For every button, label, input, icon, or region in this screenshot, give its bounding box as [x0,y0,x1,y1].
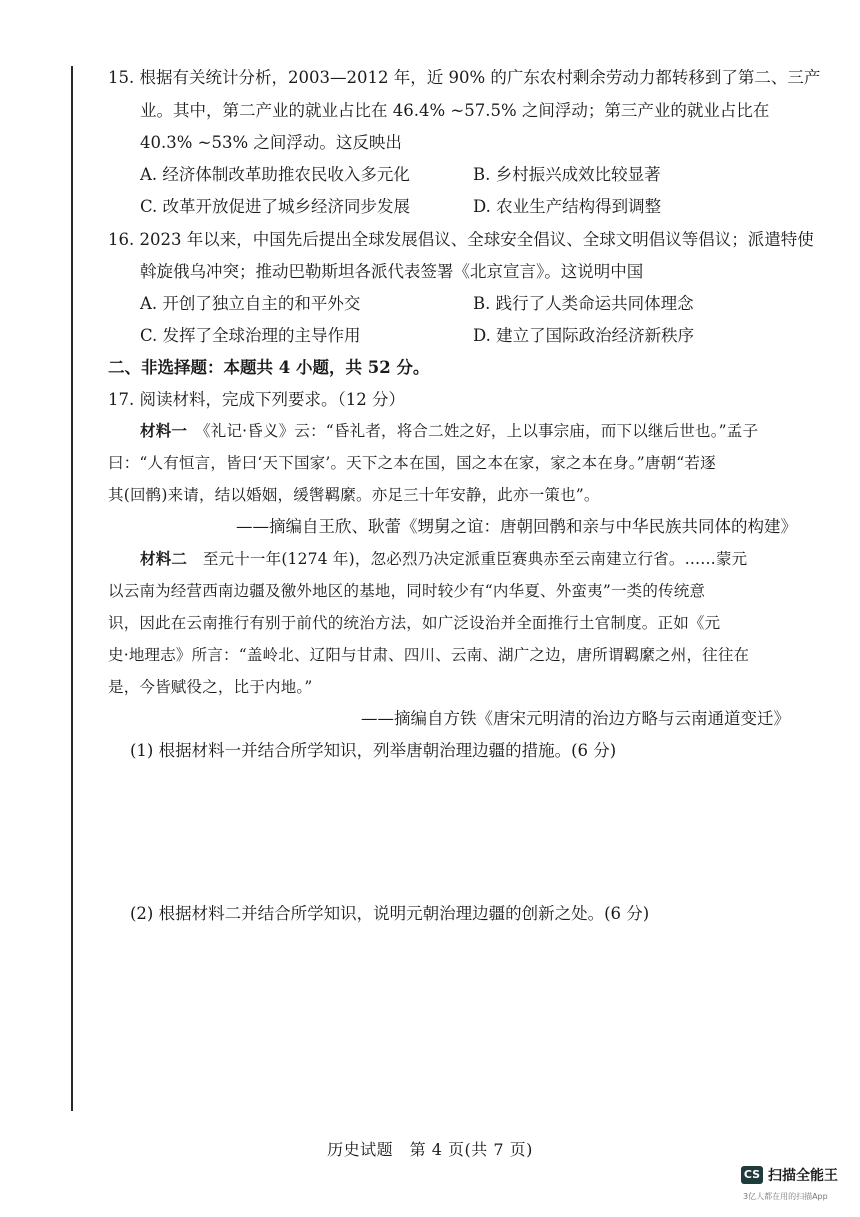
material-1-line-1 [140,421,758,441]
q17-stem: 17. 阅读材料，完成下列要求。（12 分） [108,390,405,409]
material-1-text-1: 《礼记·昏义》云：“昏礼者，将合二姓之好，上以事宗庙，而下以继后世也。”孟子 [202,422,759,440]
q17-sub-question-2: (2) 根据材料二并结合所学知识，说明元朝治理边疆的创新之处。(6 分) [130,904,650,923]
q15-stem-line-3: 40.3% ~53% 之间浮动。这反映出 [140,133,402,152]
page-footer: 历史试题 第 4 页(共 7 页) [327,1140,533,1159]
q17-sub-question-1: (1) 根据材料一并结合所学知识，列举唐朝治理边疆的措施。(6 分) [130,741,617,760]
q16-stem-line-1: 16. 2023 年以来，中国先后提出全球发展倡议、全球安全倡议、全球文明倡议等倡议；派遣特使 [108,230,814,249]
q15-option-a: A. 经济体制改革助推农民收入多元化 [140,165,410,184]
material-1-line-2: 曰：“人有恒言，皆曰‘天下国家’。天下之本在国，国之本在家，家之本在身。”唐朝“若逐 [108,454,716,472]
material-2-label: 材料二 [140,549,188,568]
q16-option-a: A. 开创了独立自主的和平外交 [140,294,361,313]
material-1-source: ——摘编自王欣、耿蕾《甥舅之谊：唐朝回鹘和亲与中华民族共同体的构建》 [236,517,797,536]
material-2-line-5: 是，今皆赋役之，比于内地。” [108,678,313,696]
material-1-label: 材料一 [140,421,188,440]
material-2-source: ——摘编自方铁《唐宋元明清的治边方略与云南通道变迁》 [361,709,790,728]
q15-option-d: D. 农业生产结构得到调整 [473,197,662,216]
camscanner-logo-icon: CS [741,1166,763,1184]
q16-stem-line-2: 斡旋俄乌冲突；推动巴勒斯坦各派代表签署《北京宣言》。这说明中国 [140,262,644,281]
camscanner-tagline: 3亿人都在用的扫描App [743,1192,828,1201]
material-2-line-4: 史·地理志》所言：“盖岭北、辽阳与甘肃、四川、云南、湖广之边，唐所谓羁縻之州，往往在 [108,646,750,664]
q15-stem-line-2: 业。其中，第二产业的就业占比在 46.4% ~57.5% 之间浮动；第三产业的就业占比在 [140,101,770,120]
q16-option-d: D. 建立了国际政治经济新秩序 [473,326,695,345]
q15-option-c: C. 改革开放促进了城乡经济同步发展 [140,197,411,216]
q16-option-b: B. 践行了人类命运共同体理念 [473,294,694,313]
binding-margin-line [71,66,73,1111]
q15-stem-line-1: 15. 根据有关统计分析，2003—2012 年，近 90% 的广东农村剩余劳动力都转移到了第二、三产 [108,68,821,87]
material-2-line-2: 以云南为经营西南边疆及徼外地区的基地，同时较少有“内华夏、外蛮夷”一类的传统意 [108,582,706,600]
camscanner-name: 扫描全能王 [768,1168,838,1184]
material-2-text-1: 至元十一年(1274 年)，忽必烈乃决定派重臣赛典赤至云南建立行省。……蒙元 [202,550,748,568]
material-1-line-3: 其(回鹘)来请，结以婚姻，缓辔羁縻。亦足三十年安静，此亦一策也”。 [108,486,600,504]
material-2-line-1 [140,549,747,569]
q16-option-c: C. 发挥了全球治理的主导作用 [140,326,361,345]
q15-option-b: B. 乡村振兴成效比较显著 [473,165,661,184]
material-2-line-3: 识，因此在云南推行有别于前代的统治方法，如广泛设治并全面推行土官制度。正如《元 [108,614,721,632]
section-2-heading: 二、非选择题：本题共 4 小题，共 52 分。 [108,358,430,377]
